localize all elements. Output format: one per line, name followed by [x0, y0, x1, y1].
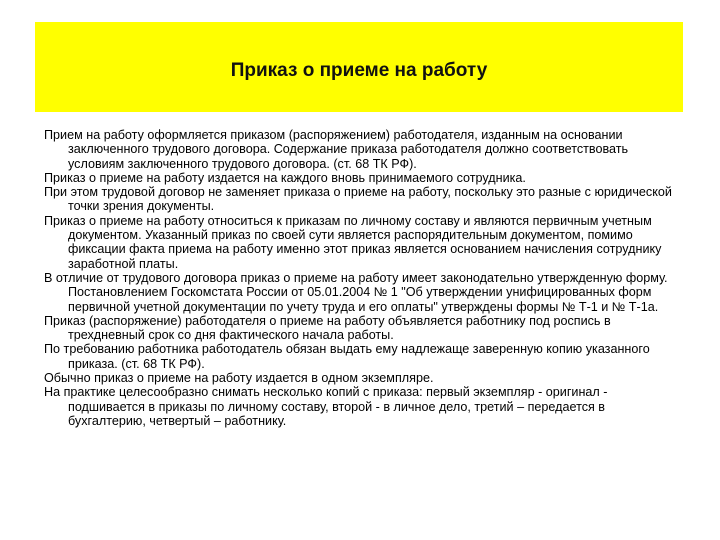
page-title: Приказ о приеме на работу — [230, 60, 488, 81]
title-banner — [35, 22, 683, 112]
body-text — [44, 128, 684, 428]
paragraph-4: Приказ о приеме на работу относиться к приказам по личному составу и являются первичным учетным документом. Указанный приказ по своей сути является распорядительным документом, помимо фиксации факта приема на работу именно этот приказ является основанием начисления сотруднику заработной платы. — [44, 213, 662, 271]
paragraph-7: По требованию работника работодатель обязан выдать ему надлежаще заверенную копию указанного приказа. (ст. 68 ТК РФ). — [44, 342, 650, 371]
paragraph-2: Приказ о приеме на работу издается на каждого вновь принимаемого сотрудника. — [44, 170, 526, 185]
paragraph-8: Обычно приказ о приеме на работу издается в одном экземпляре. — [44, 371, 434, 386]
paragraph-1: Прием на работу оформляется приказом (распоряжением) работодателя, изданным на основании заключенного трудового договора. Содержание приказа работодателя должно соответствовать условиям заключенного трудового договора. (ст. 68 ТК РФ). — [44, 128, 629, 171]
paragraph-9: На практике целесообразно снимать несколько копий с приказа: первый экземпляр - оригинал - подшивается в приказы по личному составу, второй - в личное дело, третий – передается в бухгалтерию, четвертый – работнику. — [44, 385, 608, 428]
paragraph-5: В отличие от трудового договора приказ о приеме на работу имеет законодательно утвержденную форму. Постановлением Госкомстата России от 05.01.2004 № 1 "Об утверждении унифицированных форм первичной учетной документации по учету труда и его оплаты" утверждены формы № Т-1 и № Т-1а. — [44, 270, 668, 314]
paragraph-6: Приказ (распоряжение) работодателя о приеме на работу объявляется работнику под роспись в трехдневный срок со дня фактического начала работы. — [44, 313, 611, 343]
paragraph-3: При этом трудовой договор не заменяет приказа о приеме на работу, поскольку это разные с юридической точки зрения документы. — [44, 185, 672, 214]
